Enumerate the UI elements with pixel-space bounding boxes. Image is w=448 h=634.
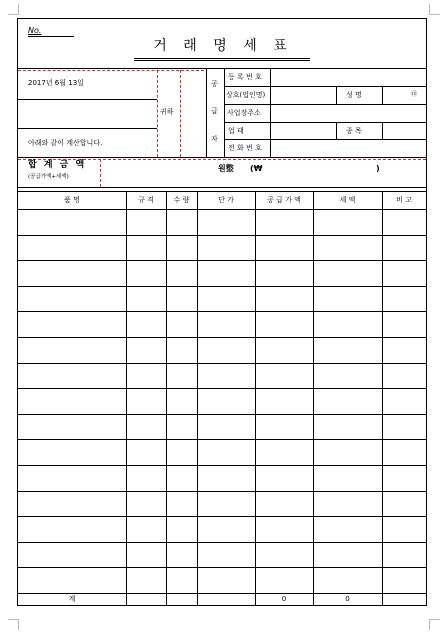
ceo-name-label: 성 명 (346, 91, 362, 99)
table-row-line (18, 414, 426, 415)
table-row-line (18, 516, 426, 517)
header-bottom-border (18, 157, 426, 158)
table-row-line (18, 567, 426, 568)
table-column-header: 수 량 (173, 196, 190, 204)
buyer-dashed-divider-1 (157, 70, 158, 157)
buyer-dashed-divider-2 (180, 70, 181, 157)
business-type-label: 업 태 (228, 127, 244, 135)
crop-mark-bottom-left (8, 619, 19, 630)
table-footer-supply-total: 0 (281, 595, 287, 603)
number-blank-line (28, 36, 74, 37)
document-title: 거 래 명 세 표 (153, 38, 293, 54)
table-column-header: 규 격 (138, 196, 154, 204)
company-name-label: 상호(법인명) (226, 91, 266, 99)
total-amount-sublabel: (공급가액+세액) (28, 174, 69, 180)
crop-mark-bottom-right (429, 619, 440, 630)
supplier-side-char-3: 자 (211, 135, 218, 143)
supplier-side-char-2: 급 (211, 107, 218, 115)
table-row-line (18, 235, 426, 236)
title-underline-double (134, 60, 310, 61)
table-column-line (255, 191, 256, 605)
buyer-line-2 (18, 128, 157, 129)
recipient-suffix: 귀하 (160, 108, 174, 116)
table-row-line (18, 337, 426, 338)
phone-number-label: 전 화 번 호 (228, 144, 262, 152)
table-top-border (18, 191, 426, 192)
issue-date: 2017년 6월 13일 (28, 79, 84, 87)
table-footer-total-label: 계 (68, 595, 76, 603)
table-row-line (18, 388, 426, 389)
table-row-line (18, 439, 426, 440)
total-won-label: 원整 (218, 164, 234, 173)
table-row-line (18, 311, 426, 312)
table-column-line (166, 191, 167, 605)
number-label: No. (28, 26, 42, 35)
table-column-line (126, 191, 127, 605)
supplier-row-line-3 (224, 122, 426, 123)
crop-mark-top-right (429, 4, 440, 15)
business-item-label: 종 목 (346, 127, 362, 135)
registration-number-label: 등 록 번 호 (228, 73, 262, 81)
seal-mark: ㊞ (411, 91, 418, 98)
supplier-side-char-1: 공 (211, 80, 218, 88)
supplier-row-line-4 (224, 139, 426, 140)
supplier-row-line-1 (224, 86, 426, 87)
ceo-label-right (382, 86, 383, 104)
table-column-line (197, 191, 198, 605)
crop-mark-top-left (8, 4, 19, 15)
statement-text: 아래와 같이 계산합니다. (28, 139, 103, 147)
table-row-line (18, 465, 426, 466)
table-column-header: 비 고 (396, 196, 412, 204)
item-label-left (336, 122, 337, 139)
table-column-header: 품 명 (64, 196, 80, 204)
table-column-header: 단 가 (218, 196, 234, 204)
title-underline (134, 58, 310, 59)
supplier-label-divider (270, 68, 271, 157)
total-bottom-border (18, 187, 426, 188)
business-address-label: 사업장주소 (227, 109, 261, 117)
table-column-header: 세 액 (339, 196, 356, 204)
table-row-line (18, 542, 426, 543)
header-top-border (18, 68, 426, 69)
supplier-row-line-2 (224, 104, 426, 105)
table-footer-tax-total: 0 (345, 595, 350, 603)
supplier-left-border (206, 68, 207, 157)
total-paren-close: ) (376, 164, 380, 173)
supplier-side-divider (224, 68, 225, 157)
table-row-line (18, 260, 426, 261)
total-paren-open: (₩ (250, 164, 263, 173)
total-dashed-divider (100, 159, 101, 187)
table-column-header: 공 급 가 액 (267, 196, 301, 204)
table-row-line (18, 491, 426, 492)
table-column-line (313, 191, 314, 605)
table-row-line (18, 593, 426, 594)
buyer-dashed-top (18, 70, 204, 71)
ceo-label-left (336, 86, 337, 104)
table-row-line (18, 286, 426, 287)
table-column-line (382, 191, 383, 605)
buyer-line-1 (18, 99, 157, 100)
table-row-line (18, 363, 426, 364)
item-label-right (382, 122, 383, 139)
table-header-bottom-border (18, 209, 426, 210)
total-amount-label: 합 계 금 액 (28, 160, 87, 170)
invoice-sheet (17, 18, 427, 606)
